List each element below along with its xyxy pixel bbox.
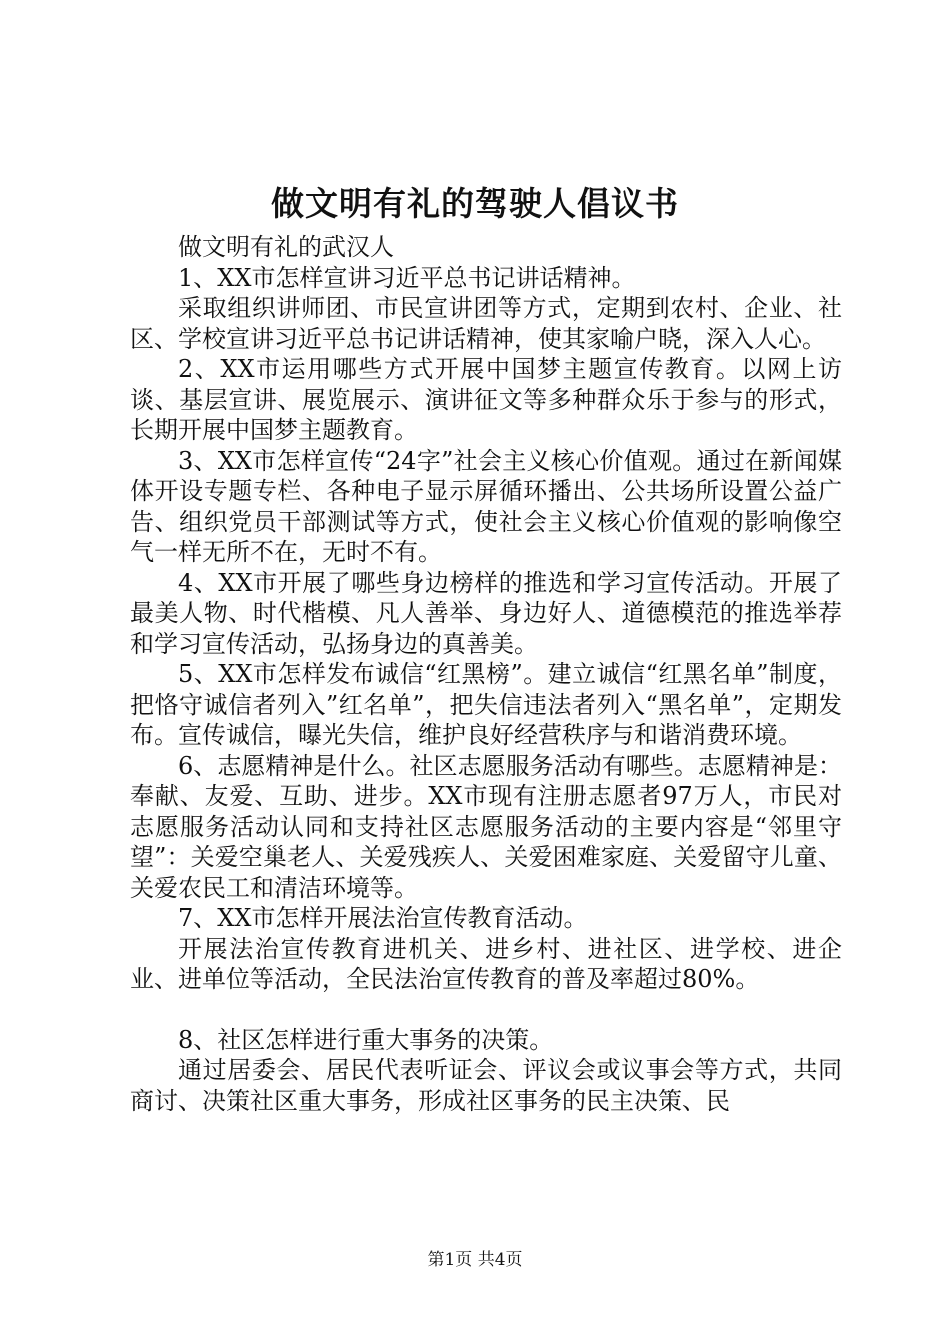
paragraph: 1、XX市怎样宣讲习近平总书记讲话精神。 — [178, 263, 636, 292]
page-footer: 第1页 共4页 — [427, 1250, 523, 1270]
paragraph: 做文明有礼的武汉人 — [178, 233, 394, 261]
paragraph: 5、XX市怎样发布诚信“红黑榜”。建立诚信“红黑名单”制度，把恪守诚信者列入”红名单”，把失信违法者列入“黑名单”，定期发布。宣传诚信，曝光失信，维护良好经营秩序与和谐消费环境。 — [130, 660, 842, 749]
paragraph: 6、志愿精神是什么。社区志愿服务活动有哪些。志愿精神是：奉献、友爱、互助、进步。XX市现有注册志愿者97万人，市民对志愿服务活动认同和支持社区志愿服务活动的主要内容是“邻里守望”：关爱空巢老人、关爱残疾人、关爱困难家庭、关爱留守儿童、关爱农民工和清洁环境等。 — [130, 751, 842, 902]
paragraph: 4、XX市开展了哪些身边榜样的推选和学习宣传活动。开展了最美人物、时代楷模、凡人善举、身边好人、道德模范的推选举荐和学习宣传活动，弘扬身边的真善美。 — [130, 568, 842, 658]
paragraph: 8、社区怎样进行重大事务的决策。 — [178, 1025, 554, 1054]
paragraph: 通过居委会、居民代表听证会、评议会或议事会等方式，共同商讨、决策社区重大事务，形成社区事务的民主决策、民 — [130, 1056, 842, 1115]
paragraph: 开展法治宣传教育进机关、进乡村、进社区、进学校、进企业、进单位等活动，全民法治宣传教育的普及率超过80%。 — [130, 934, 842, 993]
paragraph: 2、XX市运用哪些方式开展中国梦主题宣传教育。以网上访谈、基层宣讲、展览展示、演讲征文等多种群众乐于参与的形式，长期开展中国梦主题教育。 — [130, 355, 842, 444]
paragraph: 3、XX市怎样宣传“24字”社会主义核心价值观。通过在新闻媒体开设专题专栏、各种电子显示屏循环播出、公共场所设置公益广告、组织党员干部测试等方式，使社会主义核心价值观的影响像空气一样无所不在，无时不有。 — [130, 446, 842, 566]
paragraph: 采取组织讲师团、市民宣讲团等方式，定期到农村、企业、社区、学校宣讲习近平总书记讲话精神，使其家喻户晓，深入人心。 — [130, 294, 842, 353]
document-title: 做文明有礼的驾驶人倡议书 — [271, 184, 679, 223]
document-body — [130, 232, 842, 1116]
paragraph: 7、XX市怎样开展法治宣传教育活动。 — [178, 904, 588, 932]
